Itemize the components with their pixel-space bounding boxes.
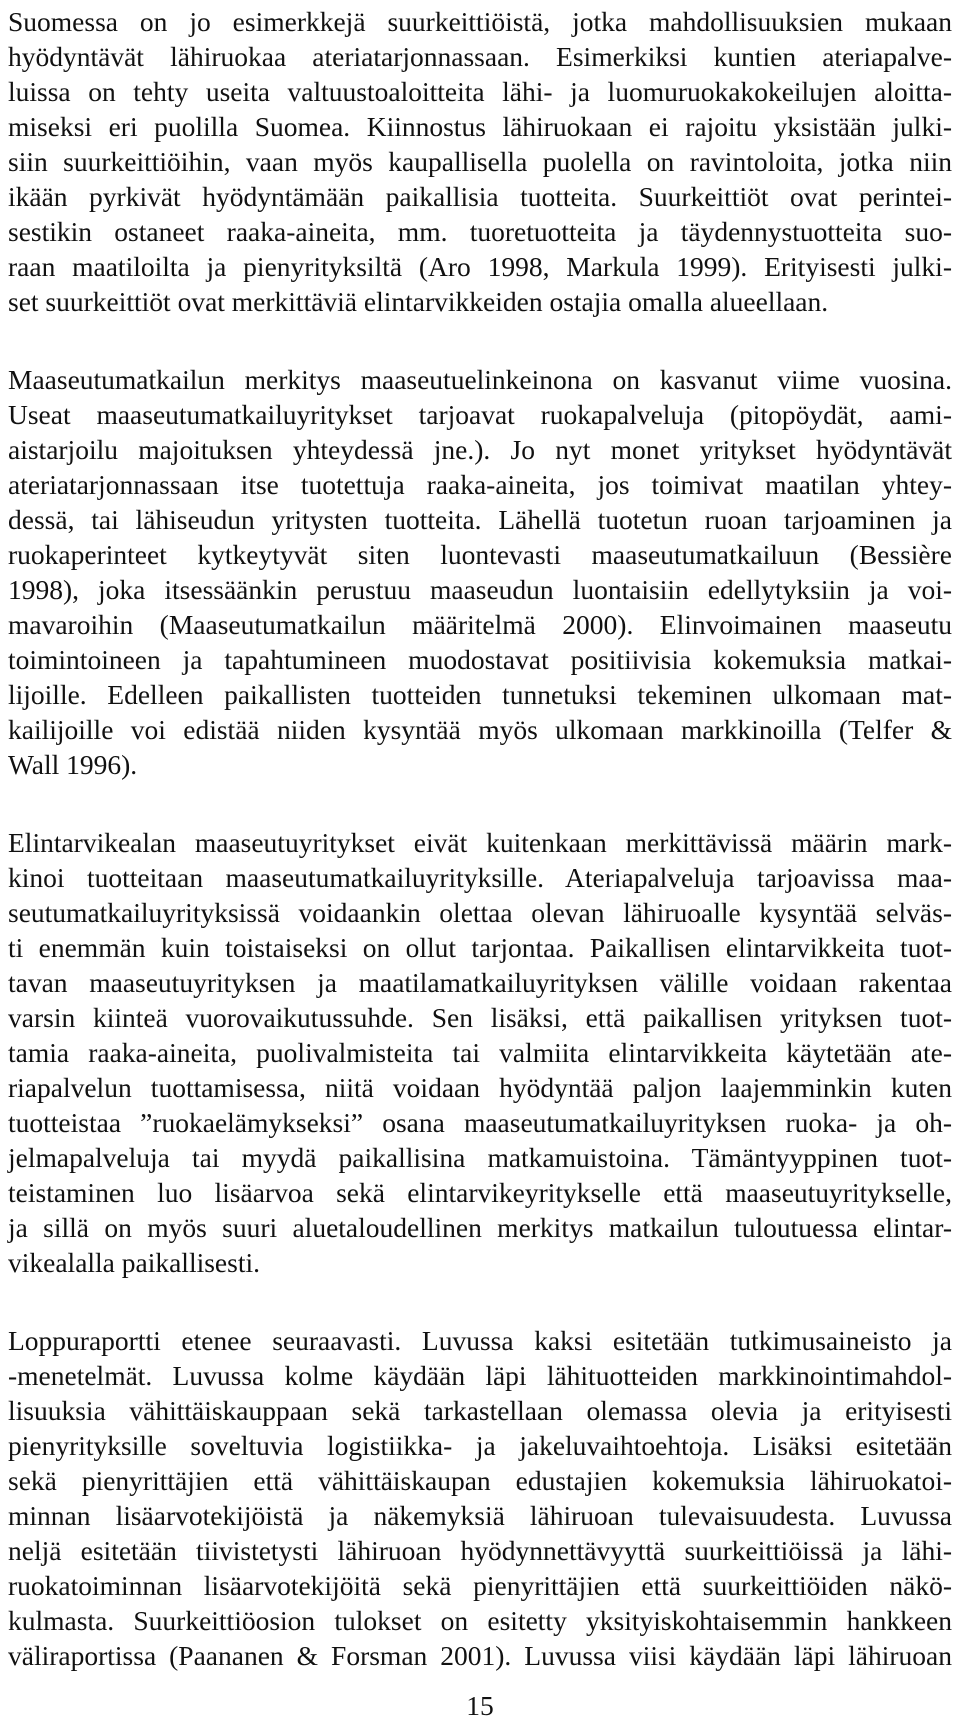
text-line: toimintoineen ja tapahtumineen muodostavat positiivisia kokemuksia matkai- <box>8 644 952 675</box>
text-line: set suurkeittiöt ovat merkittäviä elintarvikkeiden ostajia omalla alueellaan. <box>8 286 829 317</box>
text-line: tamia raaka-aineita, puolivalmisteita tai valmiita elintarvikkeita käytetään ate- <box>8 1037 952 1068</box>
text-line: kulmasta. Suurkeittiöosion tulokset on esitetty yksityiskohtaisemmin hankkeen <box>8 1605 952 1636</box>
text-line: Suomessa on jo esimerkkejä suurkeittiöistä, jotka mahdollisuuksien mukaan <box>8 6 952 37</box>
text-line: Wall 1996). <box>8 749 138 780</box>
text-line: ateriatarjonnassaan itse tuotettuja raaka-aineita, jos toimivat maatilan yhtey- <box>8 469 952 500</box>
text-line: pienyrityksille soveltuvia logistiikka- ja jakeluvaihtoehtoja. Lisäksi esitetään <box>8 1430 952 1461</box>
text-line: riapalvelun tuottamisessa, niitä voidaan hyödyntää paljon laajemminkin kuten <box>8 1072 952 1103</box>
text-line: dessä, tai lähiseudun yritysten tuotteita. Lähellä tuotetun ruoan tarjoaminen ja <box>8 504 952 535</box>
text-line: kailijoille voi edistää niiden kysyntää myös ulkomaan markkinoilla (Telfer & <box>8 714 952 745</box>
text-line: minnan lisäarvotekijöistä ja näkemyksiä lähiruoan tulevaisuudesta. Luvussa <box>8 1500 952 1531</box>
text-line: Maaseutumatkailun merkitys maaseutuelinkeinona on kasvanut viime vuosina. <box>8 364 952 395</box>
text-line: seutumatkailuyrityksissä voidaankin olettaa olevan lähiruoalle kysyntää selväs- <box>8 897 952 928</box>
text-line: 1998), joka itsessäänkin perustuu maaseudun luontaisiin edellytyksiin ja voi- <box>8 574 952 605</box>
text-line: Useat maaseutumatkailuyritykset tarjoavat ruokapalveluja (pitopöydät, aami- <box>8 399 952 430</box>
page-number: 15 <box>466 1690 494 1721</box>
text-line: Elintarvikealan maaseutuyritykset eivät kuitenkaan merkittävissä määrin mark- <box>8 827 952 858</box>
text-line: luissa on tehty useita valtuustoaloitteita lähi- ja luomuruokakokeilujen aloitta- <box>8 76 952 107</box>
text-line: ruokatoiminnan lisäarvotekijöitä sekä pienyrittäjien että suurkeittiöiden näkö- <box>8 1570 952 1601</box>
text-line: ti enemmän kuin toistaiseksi on ollut tarjontaa. Paikallisen elintarvikkeita tuot- <box>8 932 952 963</box>
text-line: sestikin ostaneet raaka-aineita, mm. tuoretuotteita ja täydennystuotteita suo- <box>8 216 952 247</box>
text-line: väliraportissa (Paananen & Forsman 2001). Luvussa viisi käydään läpi lähiruoan <box>8 1640 952 1671</box>
text-line: -menetelmät. Luvussa kolme käydään läpi lähituotteiden markkinointimahdol- <box>8 1360 952 1391</box>
text-line: aistarjoilu majoituksen yhteydessä jne.). Jo nyt monet yritykset hyödyntävät <box>8 434 952 465</box>
text-line: sekä pienyrittäjien että vähittäiskaupan edustajien kokemuksia lähiruokatoi- <box>8 1465 952 1496</box>
text-line: ruokaperinteet kytkeytyvät siten luontevasti maaseutumatkailuun (Bessière <box>8 539 952 570</box>
text-line: raan maatiloilta ja pienyrityksiltä (Aro 1998, Markula 1999). Erityisesti julki- <box>8 251 952 282</box>
text-line: hyödyntävät lähiruokaa ateriatarjonnassaan. Esimerkiksi kuntien ateriapalve- <box>8 41 952 72</box>
text-line: vikealalla paikallisesti. <box>8 1247 260 1278</box>
text-line: tuotteistaa ”ruokaelämykseksi” osana maaseutumatkailuyrityksen ruoka- ja oh- <box>8 1107 952 1138</box>
text-line: neljä esitetään tiivistetysti lähiruoan hyödynnettävyyttä suurkeittiöissä ja lähi- <box>8 1535 952 1566</box>
text-line: jelmapalveluja tai myydä paikallisina matkamuistoina. Tämäntyyppinen tuot- <box>8 1142 952 1173</box>
text-line: teistaminen luo lisäarvoa sekä elintarvikeyritykselle että maaseutuyritykselle, <box>8 1177 952 1208</box>
text-line: mavaroihin (Maaseutumatkailun määritelmä 2000). Elinvoimainen maaseutu <box>8 609 952 640</box>
text-line: ikään pyrkivät hyödyntämään paikallisia tuotteita. Suurkeittiöt ovat perintei- <box>8 181 952 212</box>
text-line: Loppuraportti etenee seuraavasti. Luvussa kaksi esitetään tutkimusaineisto ja <box>8 1325 952 1356</box>
text-line: ja sillä on myös suuri aluetaloudellinen merkitys matkailun tuloutuessa elintar- <box>8 1212 952 1243</box>
text-line: miseksi eri puolilla Suomea. Kiinnostus lähiruokaan ei rajoitu yksistään julki- <box>8 111 952 142</box>
text-line: lijoille. Edelleen paikallisten tuotteiden tunnetuksi tekeminen ulkomaan mat- <box>8 679 952 710</box>
text-line: tavan maaseutuyrityksen ja maatilamatkailuyrityksen välille voidaan rakentaa <box>8 967 952 998</box>
text-line: varsin kiinteä vuorovaikutussuhde. Sen lisäksi, että paikallisen yrityksen tuot- <box>8 1002 952 1033</box>
text-line: lisuuksia vähittäiskauppaan sekä tarkastellaan olemassa olevia ja erityisesti <box>8 1395 952 1426</box>
text-line: kinoi tuotteitaan maaseutumatkailuyrityksille. Ateriapalveluja tarjoavissa maa- <box>8 862 952 893</box>
text-line: siin suurkeittiöihin, vaan myös kaupallisella puolella on ravintoloita, jotka niin <box>8 146 952 177</box>
